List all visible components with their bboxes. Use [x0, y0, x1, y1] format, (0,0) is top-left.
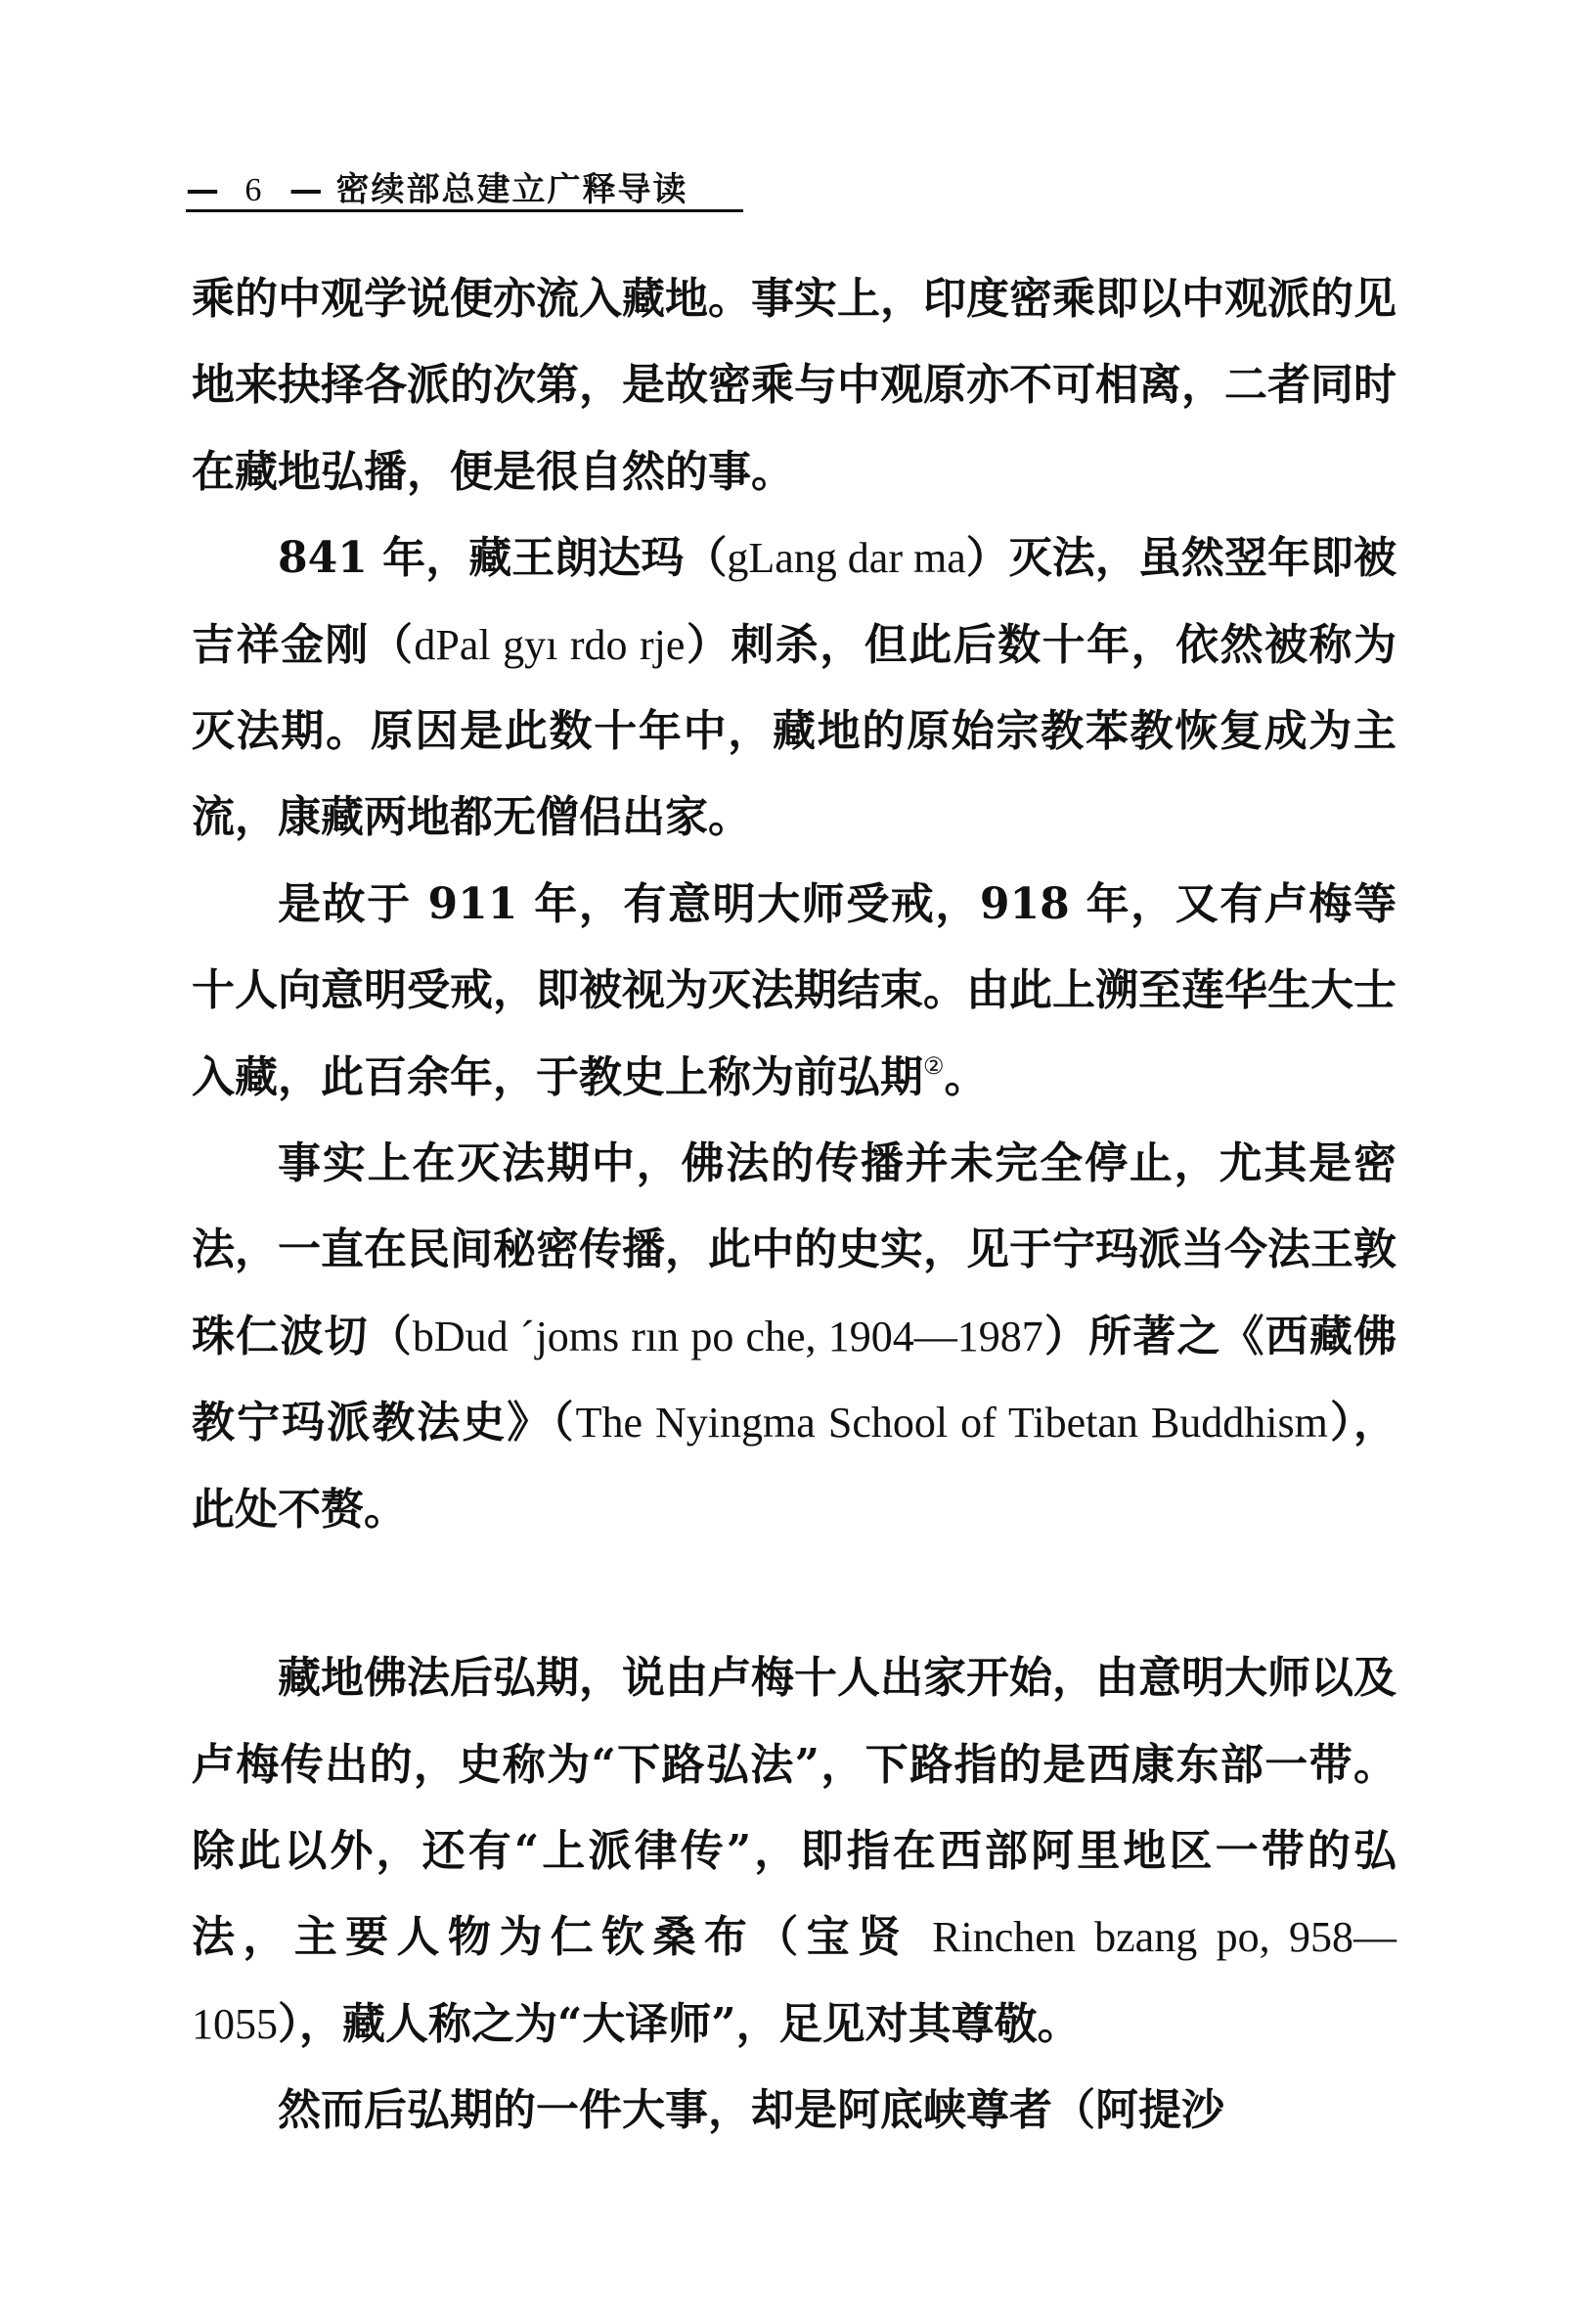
paragraph-text: ），此处不赘。	[192, 1398, 1396, 1535]
paragraph-text: ），藏人称之为“大译师”，足见对其尊敬。	[278, 1998, 1081, 2049]
tibetan-transliteration: dPal gyı rdo rje	[414, 620, 686, 669]
tibetan-transliteration: bDud ˊjoms rın po che, 1904—1987	[412, 1312, 1043, 1360]
paragraph-later-propagation	[192, 1635, 1396, 2068]
paragraph-early-propagation	[192, 862, 1396, 1121]
paragraph-secret-transmission	[192, 1121, 1396, 1553]
paragraph-text: ）所著之《西藏佛教宁玛派教法史》（	[192, 1311, 1397, 1448]
body-text	[192, 256, 1396, 2155]
paragraph-text: 是故于 911 年，有意明大师受戒，918 年，又有卢梅等十人向意明受戒，即被视为灭法期结束。由此上溯至莲华生大士入藏，此百余年，于教史上称为前弘期	[192, 878, 1396, 1102]
tibetan-transliteration: gLang dar ma	[727, 534, 966, 583]
paragraph-text: 。	[944, 1051, 988, 1102]
paragraph-text: 藏地佛法后弘期，说由卢梅十人出家开始，由意明大师以及卢梅传出的，史称为“下路弘法”，下路指的是西康东部一带。除此以外，还有“上派律传”，即指在西部阿里地区一带的弘法，主要人物为仁钦桑布（宝贤	[192, 1653, 1396, 1963]
paragraph-text: 841 年，藏王朗达玛（	[278, 533, 728, 584]
book-title: 密续部总建立广释导读	[335, 170, 688, 209]
paragraph-text: 然而后弘期的一件大事，却是阿底峡尊者（阿提沙	[278, 2085, 1224, 2136]
paragraph-atisha	[192, 2068, 1396, 2154]
header-rule	[186, 209, 743, 212]
header-dash-right: —	[288, 170, 325, 209]
paragraph-langdarma	[192, 515, 1396, 862]
paragraph-text: ）灭法，虽然翌年即被吉祥金刚（	[192, 533, 1396, 670]
running-header	[186, 162, 743, 210]
paragraph-continued	[192, 256, 1396, 515]
english-book-title: The Nyingma School of Tibetan Buddhism	[575, 1399, 1328, 1448]
page-number: 6	[244, 172, 264, 208]
paragraph-text: ）刺杀，但此后数十年，依然被称为灭法期。原因是此数十年中，藏地的原始宗教苯教恢复成为主流，康藏两地都无僧侣出家。	[192, 619, 1397, 843]
footnote-marker[interactable]: ②	[923, 1051, 945, 1080]
header-dash-left: —	[186, 170, 221, 209]
paragraph-text: 事实上在灭法期中，佛法的传播并未完全停止，尤其是密法，一直在民间秘密传播，此中的史实，见于宁玛派当今法王敦珠仁波切（	[192, 1138, 1396, 1361]
tibetan-transliteration: Rinchen bzang po, 958—1055	[192, 1913, 1396, 2048]
paragraph-text: 乘的中观学说便亦流入藏地。事实上，印度密乘即以中观派的见地来抉择各派的次第，是故密乘与中观原亦不可相离，二者同时在藏地弘播，便是很自然的事。	[192, 274, 1396, 497]
